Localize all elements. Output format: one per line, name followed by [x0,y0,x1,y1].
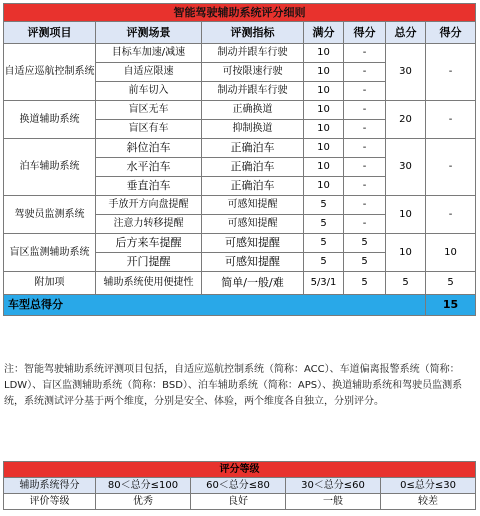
score-cell: - [344,120,386,139]
total-cell: 30 [386,44,426,101]
full-score-cell: 5 [304,215,344,234]
header-scene: 评测场景 [96,22,202,44]
full-score-cell: 10 [304,63,344,82]
full-score-cell: 10 [304,158,344,177]
item-name: 自适应巡航控制系统 [4,44,96,101]
table-title: 智能驾驶辅助系统评分细则 [4,4,476,22]
scene-cell: 开门提醒 [96,253,202,272]
scoring-table [3,3,476,316]
scene-cell: 垂直泊车 [96,177,202,196]
grade-range-cell: 60＜总分≤80 [191,478,286,494]
total-cell: 5 [386,272,426,295]
metric-cell: 正确泊车 [202,158,304,177]
full-score-cell: 10 [304,44,344,63]
header-full-score: 满分 [304,22,344,44]
metric-cell: 正确换道 [202,101,304,120]
full-score-cell: 5 [304,196,344,215]
grade-range-cell: 30＜总分≤60 [286,478,381,494]
metric-cell: 可按限速行驶 [202,63,304,82]
final-score-cell: 10 [426,234,476,272]
header-item: 评测项目 [4,22,96,44]
grade-range-cell: 80＜总分≤100 [96,478,191,494]
metric-cell: 正确泊车 [202,177,304,196]
score-cell: - [344,82,386,101]
metric-cell: 可感知提醒 [202,196,304,215]
final-score-cell: 5 [426,272,476,295]
score-cell: - [344,139,386,158]
score-cell: - [344,215,386,234]
full-score-cell: 10 [304,139,344,158]
final-score-cell: - [426,101,476,139]
final-score-cell: - [426,139,476,196]
full-score-cell: 10 [304,120,344,139]
metric-cell: 简单/一般/难 [202,272,304,295]
metric-cell: 可感知提醒 [202,234,304,253]
score-cell: - [344,63,386,82]
header-score: 得分 [344,22,386,44]
score-cell: - [344,158,386,177]
scene-cell: 目标车加速/减速 [96,44,202,63]
vehicle-total-label: 车型总得分 [4,295,426,316]
full-score-cell: 10 [304,82,344,101]
score-cell: 5 [344,234,386,253]
full-score-cell: 10 [304,177,344,196]
scene-cell: 手放开方向盘提醒 [96,196,202,215]
scene-cell: 水平泊车 [96,158,202,177]
scene-cell: 注意力转移提醒 [96,215,202,234]
full-score-cell: 5 [304,253,344,272]
metric-cell: 正确泊车 [202,139,304,158]
score-cell: - [344,44,386,63]
scene-cell: 辅助系统使用便捷性 [96,272,202,295]
grade-table [3,461,476,510]
item-name: 附加项 [4,272,96,295]
grade-range-cell: 0≤总分≤30 [381,478,476,494]
note-text: 注：智能驾驶辅助系统评测项目包括，自适应巡航控制系统（简称：ACC）、车道偏离报警系统（简称：LDW）、盲区监测辅助系统（简称：BSD）、泊车辅助系统（简称：APS）、换道辅助系统和驾驶员监测系统，系统测试评分基于两个维度，分别是安全、体验，两个维度各自独立，分别评分。 [4,364,463,407]
header-metric: 评测指标 [202,22,304,44]
total-cell: 20 [386,101,426,139]
scene-cell: 盲区有车 [96,120,202,139]
grade-row-label: 评价等级 [4,494,96,510]
item-name: 泊车辅助系统 [4,139,96,196]
full-score-cell: 5 [304,234,344,253]
metric-cell: 制动并跟车行驶 [202,82,304,101]
metric-cell: 可感知提醒 [202,215,304,234]
grade-level-cell: 良好 [191,494,286,510]
full-score-cell: 10 [304,101,344,120]
item-name: 换道辅助系统 [4,101,96,139]
metric-cell: 抑制换道 [202,120,304,139]
total-cell: 10 [386,234,426,272]
total-cell: 30 [386,139,426,196]
score-cell: - [344,177,386,196]
score-cell: 5 [344,253,386,272]
total-cell: 10 [386,196,426,234]
item-name: 驾驶员监测系统 [4,196,96,234]
metric-cell: 制动并跟车行驶 [202,44,304,63]
grade-level-cell: 一般 [286,494,381,510]
header-final-score: 得分 [426,22,476,44]
header-total: 总分 [386,22,426,44]
item-name: 盲区监测辅助系统 [4,234,96,272]
grade-level-cell: 较差 [381,494,476,510]
grade-table-title: 评分等级 [4,462,476,478]
vehicle-total-value: 15 [426,295,476,316]
scene-cell: 盲区无车 [96,101,202,120]
score-cell: 5 [344,272,386,295]
scene-cell: 前车切入 [96,82,202,101]
final-score-cell: - [426,196,476,234]
full-score-cell: 5/3/1 [304,272,344,295]
grade-row-label: 辅助系统得分 [4,478,96,494]
final-score-cell: - [426,44,476,101]
score-cell: - [344,196,386,215]
grade-level-cell: 优秀 [96,494,191,510]
scene-cell: 后方来车提醒 [96,234,202,253]
score-cell: - [344,101,386,120]
metric-cell: 可感知提醒 [202,253,304,272]
scene-cell: 斜位泊车 [96,139,202,158]
scene-cell: 自适应限速 [96,63,202,82]
